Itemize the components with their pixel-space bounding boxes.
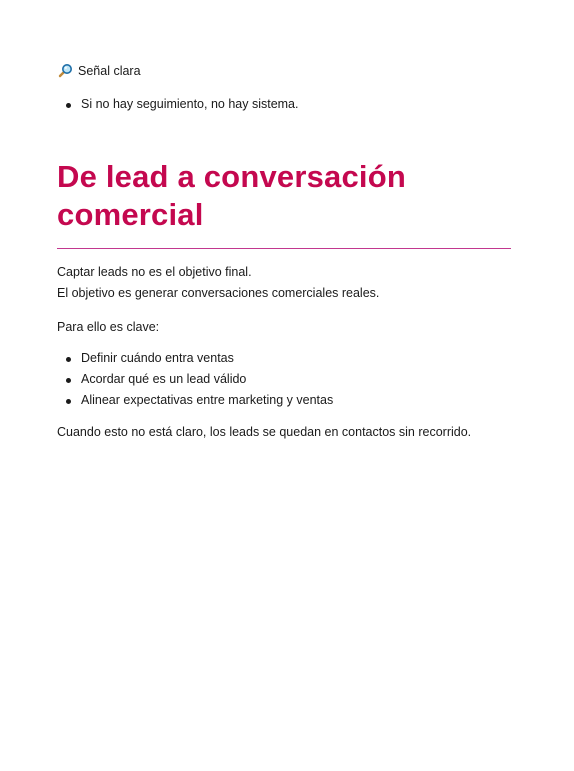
key-intro-text: Para ello es clave: (57, 320, 160, 334)
intro-line-1: Captar leads no es el objetivo final. (57, 265, 252, 279)
closing-paragraph: Cuando esto no está claro, los leads se quedan en contactos sin recorrido. (57, 425, 472, 439)
intro-line-2: El objetivo es generar conversaciones comerciales reales. (57, 286, 380, 300)
list-item: Alinear expectativas entre marketing y ventas (57, 390, 333, 411)
signal-label-line (57, 62, 141, 80)
list-item: Si no hay seguimiento, no hay sistema. (57, 94, 298, 115)
section-heading: De lead a conversación comercial (57, 159, 407, 232)
magnifying-glass-icon (57, 63, 73, 79)
list-item: Definir cuándo entra ventas (57, 348, 333, 369)
signal-label: Señal clara (78, 64, 141, 78)
heading-divider (57, 248, 511, 249)
key-bullet-list (57, 348, 333, 411)
list-item: Acordar qué es un lead válido (57, 369, 333, 390)
intro-paragraph (57, 262, 379, 304)
top-bullet-list (57, 94, 298, 115)
